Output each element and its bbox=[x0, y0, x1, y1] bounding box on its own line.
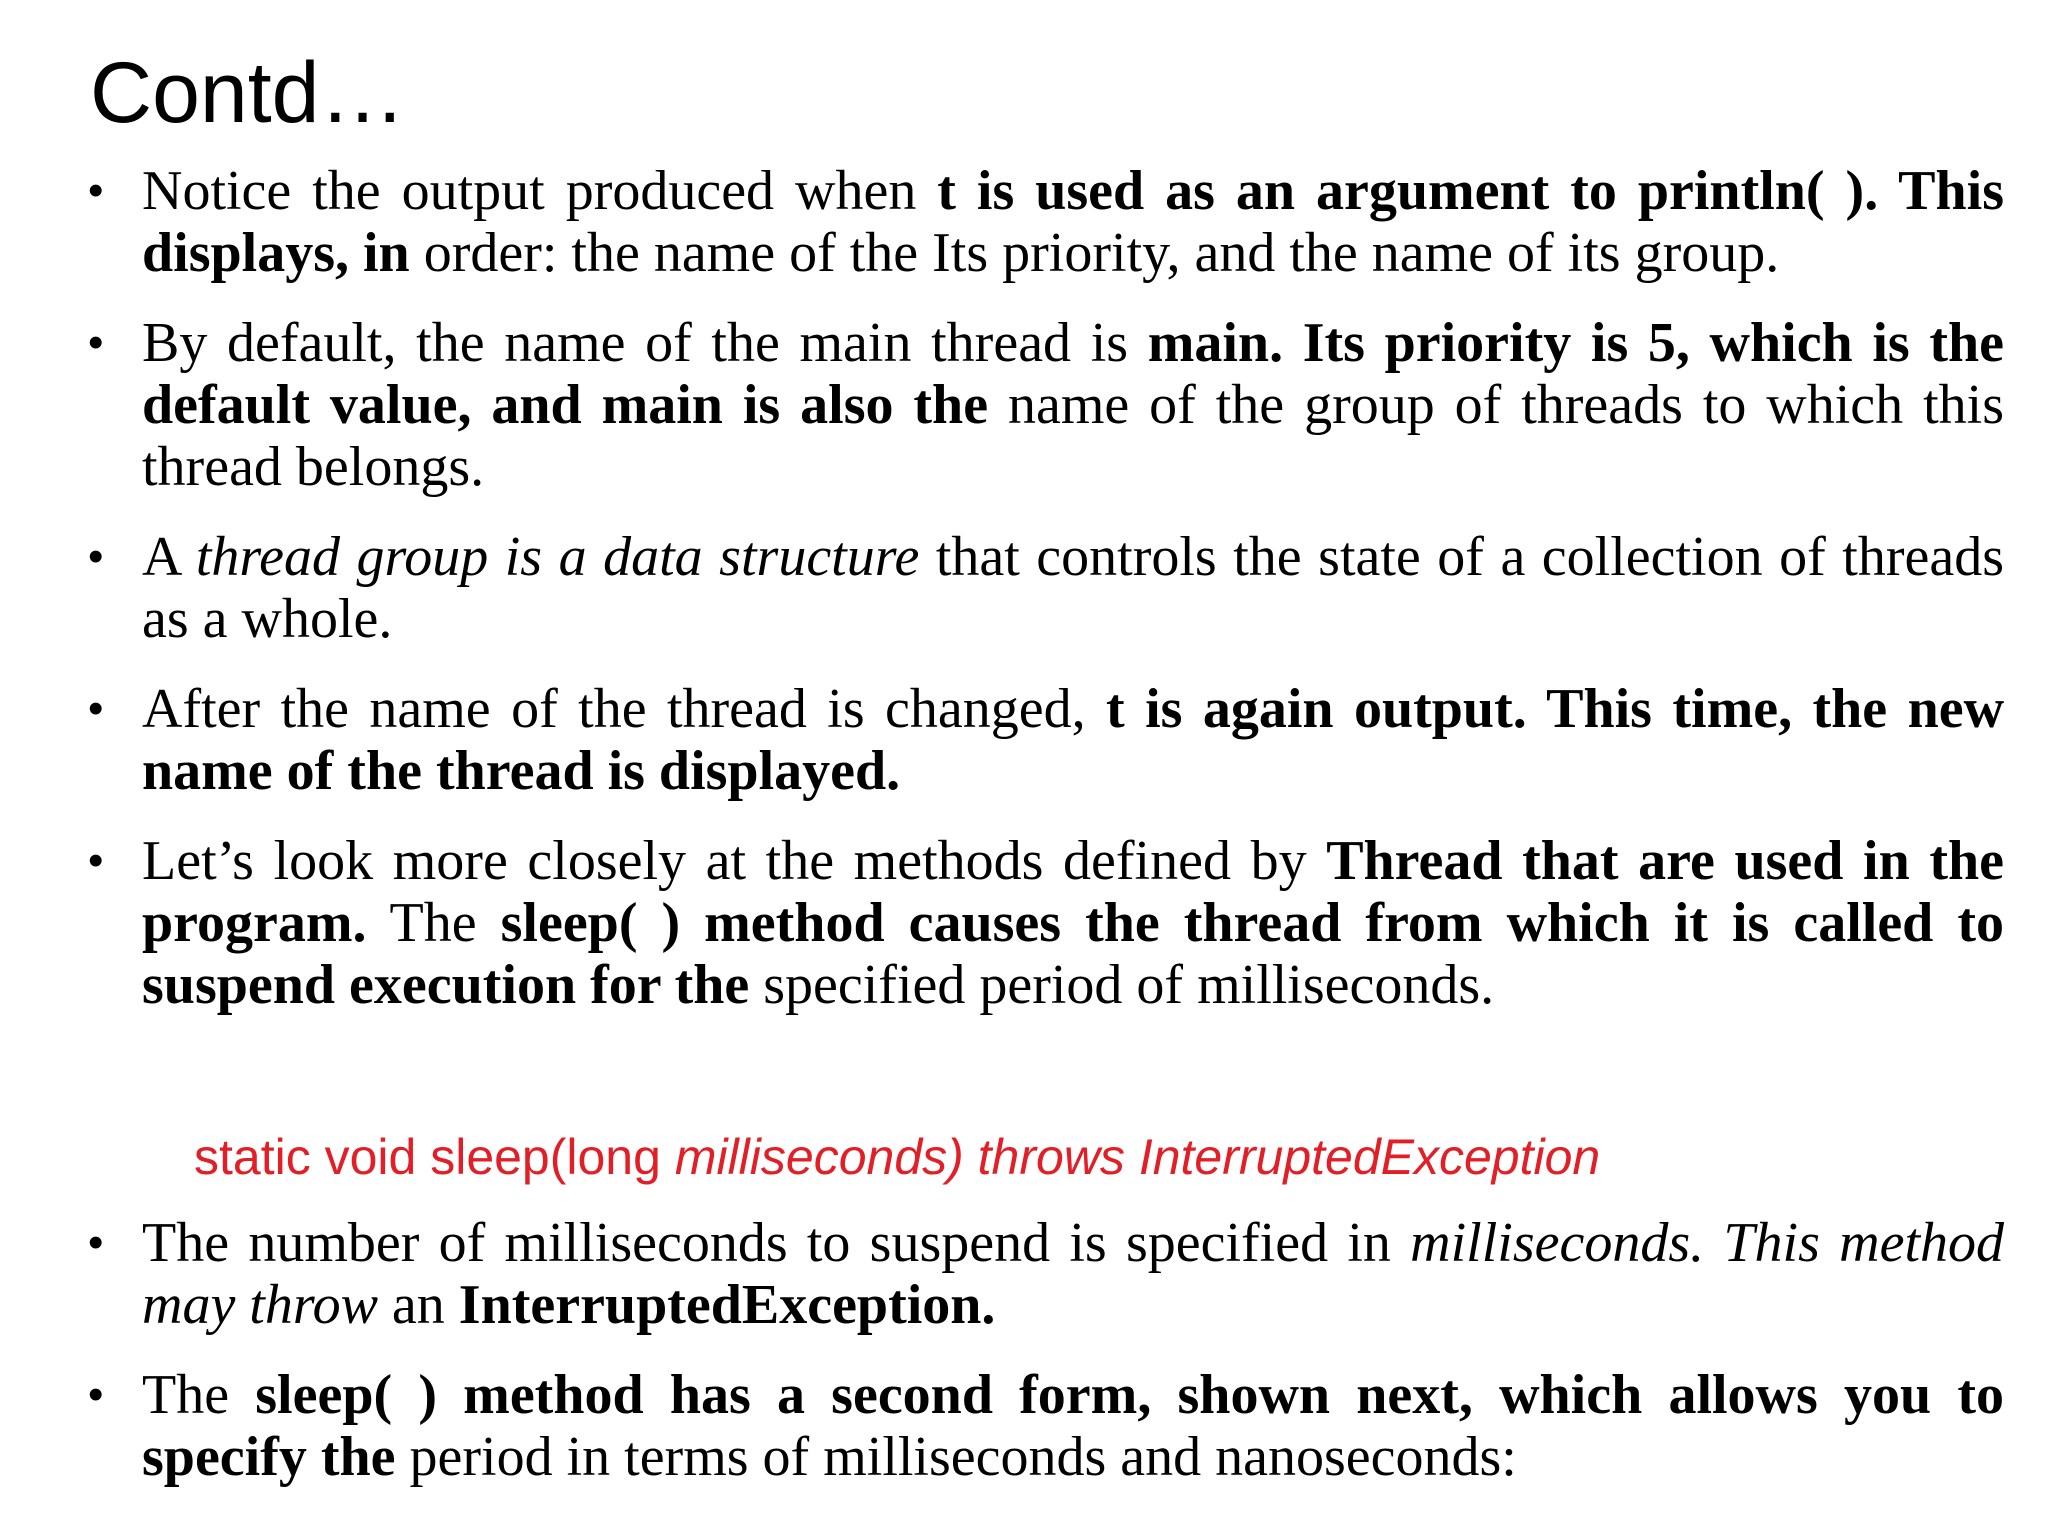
bullet-text: By default, the name of the main thread is bbox=[142, 312, 1148, 374]
bullet-item-thread-group bbox=[88, 526, 2004, 650]
bullet-text-bold: Thread that are used in the program. bbox=[142, 830, 2004, 954]
bullet-text-bold: InterruptedException. bbox=[458, 1274, 996, 1336]
bullet-item-milliseconds bbox=[88, 1212, 2004, 1336]
slide-title: Contd… bbox=[90, 45, 406, 141]
bullet-text: The bbox=[366, 892, 501, 954]
bullet-text: After the name of the thread is changed, bbox=[142, 678, 1107, 740]
bullet-item-second-form bbox=[88, 1364, 2004, 1488]
bullet-list bbox=[88, 160, 2004, 1488]
bullet-dot: • bbox=[88, 684, 104, 733]
bullet-text-italic: milliseconds. This method may throw bbox=[142, 1212, 2004, 1336]
bullet-text: Notice the output produced when bbox=[142, 160, 938, 222]
bullet-item-main-thread bbox=[88, 312, 2004, 498]
bullet-text: an bbox=[377, 1274, 459, 1336]
bullet-text: name of the group of threads to which this thread belongs. bbox=[142, 374, 2004, 498]
bullet-dot: • bbox=[88, 166, 104, 215]
bullet-text: A bbox=[142, 526, 196, 588]
bullet-text-bold: t is again output. This time, the new name of the thread is displayed. bbox=[142, 678, 2005, 802]
bullet-text-bold: sleep( ) method causes the thread from which it is called to suspend execution for the bbox=[142, 892, 2004, 1016]
bullet-dot: • bbox=[88, 1370, 104, 1419]
bullet-text-italic: thread group is a data structure bbox=[195, 526, 920, 588]
bullet-text: The number of milliseconds to suspend is specified in bbox=[142, 1212, 1411, 1274]
code-signature bbox=[194, 1126, 2004, 1188]
bullet-text-bold: sleep( ) method has a second form, shown next, which allows you to specify the bbox=[142, 1364, 2004, 1488]
bullet-text-bold: t is used as an argument to println( ). This displays, in bbox=[142, 160, 2004, 284]
bullet-text-bold: main. Its priority is 5, which is the default value, and main is also the bbox=[142, 312, 2005, 436]
bullet-item-println bbox=[88, 160, 2004, 284]
bullet-item-sleep-method bbox=[88, 830, 2004, 1016]
bullet-text: period in terms of milliseconds and nanoseconds: bbox=[395, 1426, 1517, 1488]
bullet-text: The bbox=[142, 1364, 256, 1426]
bullet-text: Let’s look more closely at the methods defined by bbox=[142, 830, 1327, 892]
bullet-text: specified period of milliseconds. bbox=[749, 954, 1495, 1016]
bullet-dot: • bbox=[88, 836, 104, 885]
bullet-text: that controls the state of a collection of threads as a whole. bbox=[142, 526, 2004, 650]
bullet-dot: • bbox=[88, 532, 104, 581]
bullet-item-name-changed bbox=[88, 678, 2004, 802]
code-signature-italic: milliseconds) throws InterruptedException bbox=[674, 1129, 1601, 1185]
code-signature-prefix: static void sleep(long bbox=[194, 1129, 675, 1185]
bullet-dot: • bbox=[88, 318, 104, 367]
bullet-text: order: the name of the Its priority, and the name of its group. bbox=[409, 222, 1780, 284]
bullet-dot: • bbox=[88, 1218, 104, 1267]
